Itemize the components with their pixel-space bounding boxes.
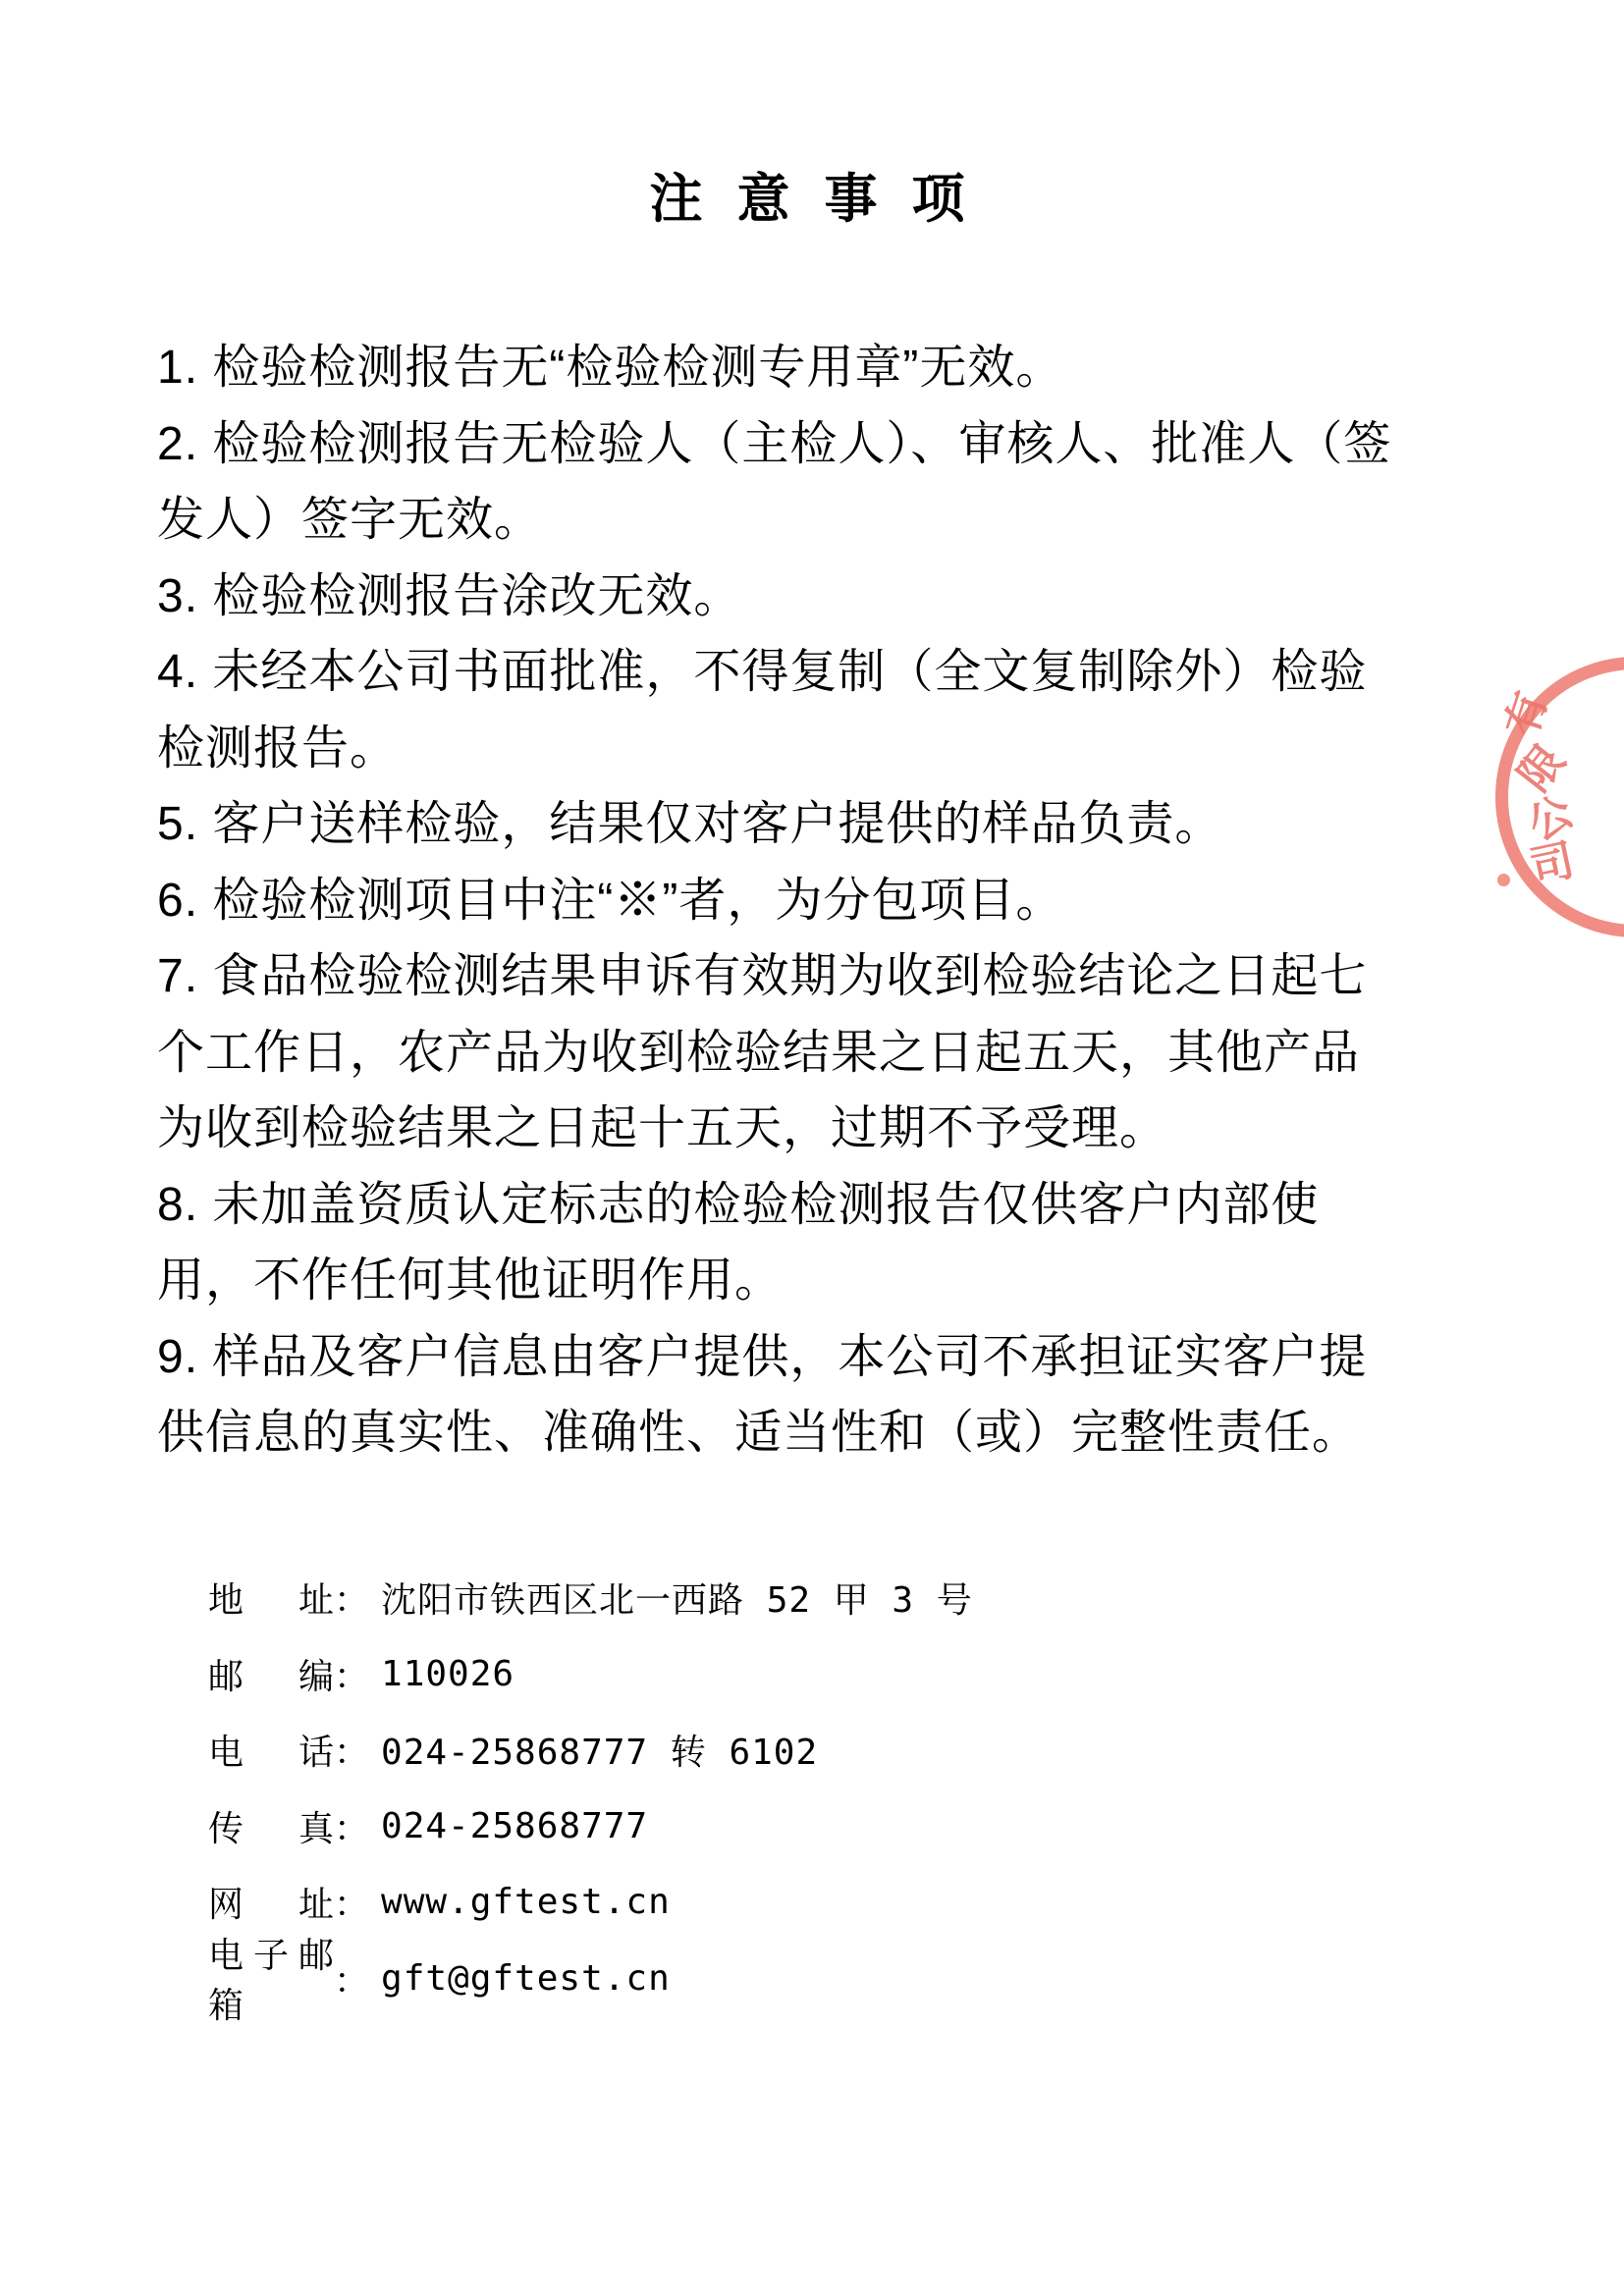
notice-line: 8. 未加盖资质认定标志的检验检测报告仅供客户内部使 [157, 1178, 1320, 1231]
contact-label: 网址 [208, 1884, 334, 1925]
notice-line: 4. 未经本公司书面批准，不得复制（全文复制除外）检验 [157, 646, 1368, 698]
notice-line: 3. 检验检测报告涂改无效。 [157, 569, 742, 622]
contact-row-address [208, 1560, 973, 1636]
contact-label: 传真 [208, 1807, 334, 1848]
contact-label: 电话 [208, 1732, 334, 1773]
notice-line: 个工作日，农产品为收到检验结果之日起五天，其他产品 [157, 1026, 1361, 1079]
notice-line: 为收到检验结果之日起十五天，过期不予受理。 [157, 1102, 1168, 1154]
notice-list [157, 330, 1483, 1471]
contact-row-fax [208, 1789, 973, 1865]
contact-value: 024-25868777 转 6102 [381, 1733, 819, 1774]
notice-line: 用，不作任何其他证明作用。 [157, 1255, 784, 1307]
notice-line: 6. 检验检测项目中注“※”者，为分包项目。 [157, 874, 1064, 927]
seal-character: 限 [1509, 736, 1575, 801]
contact-colon: ： [334, 1655, 370, 1696]
notice-line: 发人）签字无效。 [157, 494, 543, 546]
seal-character: 公 [1519, 786, 1582, 851]
seal-ring [1495, 657, 1624, 937]
contact-colon: ： [334, 1884, 370, 1925]
contact-row-email [208, 1935, 973, 2026]
notice-line: 供信息的真实性、准确性、适当性和（或）完整性责任。 [157, 1407, 1361, 1459]
seal-character: 有 [1497, 685, 1557, 742]
contact-colon: ： [334, 1579, 370, 1621]
notice-line: 1. 检验检测报告无“检验检测专用章”无效。 [157, 342, 1064, 394]
contact-value: 110026 [381, 1653, 515, 1694]
contact-colon: ： [334, 1959, 370, 2001]
contact-value: 024-25868777 [381, 1805, 649, 1846]
contact-colon: ： [334, 1807, 370, 1848]
notice-line: 7. 食品检验检测结果申诉有效期为收到检验结论之日起七 [157, 950, 1368, 1002]
notice-line: 5. 客户送样检验，结果仅对客户提供的样品负责。 [157, 798, 1223, 850]
contact-block [208, 1560, 973, 2026]
contact-label: 地址 [208, 1579, 334, 1621]
contact-row-zipcode [208, 1636, 973, 1713]
contact-row-phone [208, 1712, 973, 1789]
company-seal-stamp [1462, 648, 1624, 942]
contact-colon: ： [334, 1732, 370, 1773]
seal-character: 司 [1526, 835, 1579, 892]
contact-label: 邮编 [208, 1655, 334, 1696]
seal-dot [1497, 874, 1510, 886]
contact-label: 电子邮箱 [208, 1935, 334, 2026]
notice-line: 9. 样品及客户信息由客户提供，本公司不承担证实客户提 [157, 1330, 1368, 1383]
notice-line: 检测报告。 [157, 721, 399, 774]
page-title: 注 意 事 项 [649, 170, 975, 229]
contact-value: gft@gftest.cn [381, 1957, 671, 1999]
contact-value: www.gftest.cn [381, 1882, 671, 1923]
contact-value: 沈阳市铁西区北一西路 52 甲 3 号 [381, 1580, 973, 1622]
notice-line: 2. 检验检测报告无检验人（主检人）、审核人、批准人（签 [157, 417, 1392, 470]
